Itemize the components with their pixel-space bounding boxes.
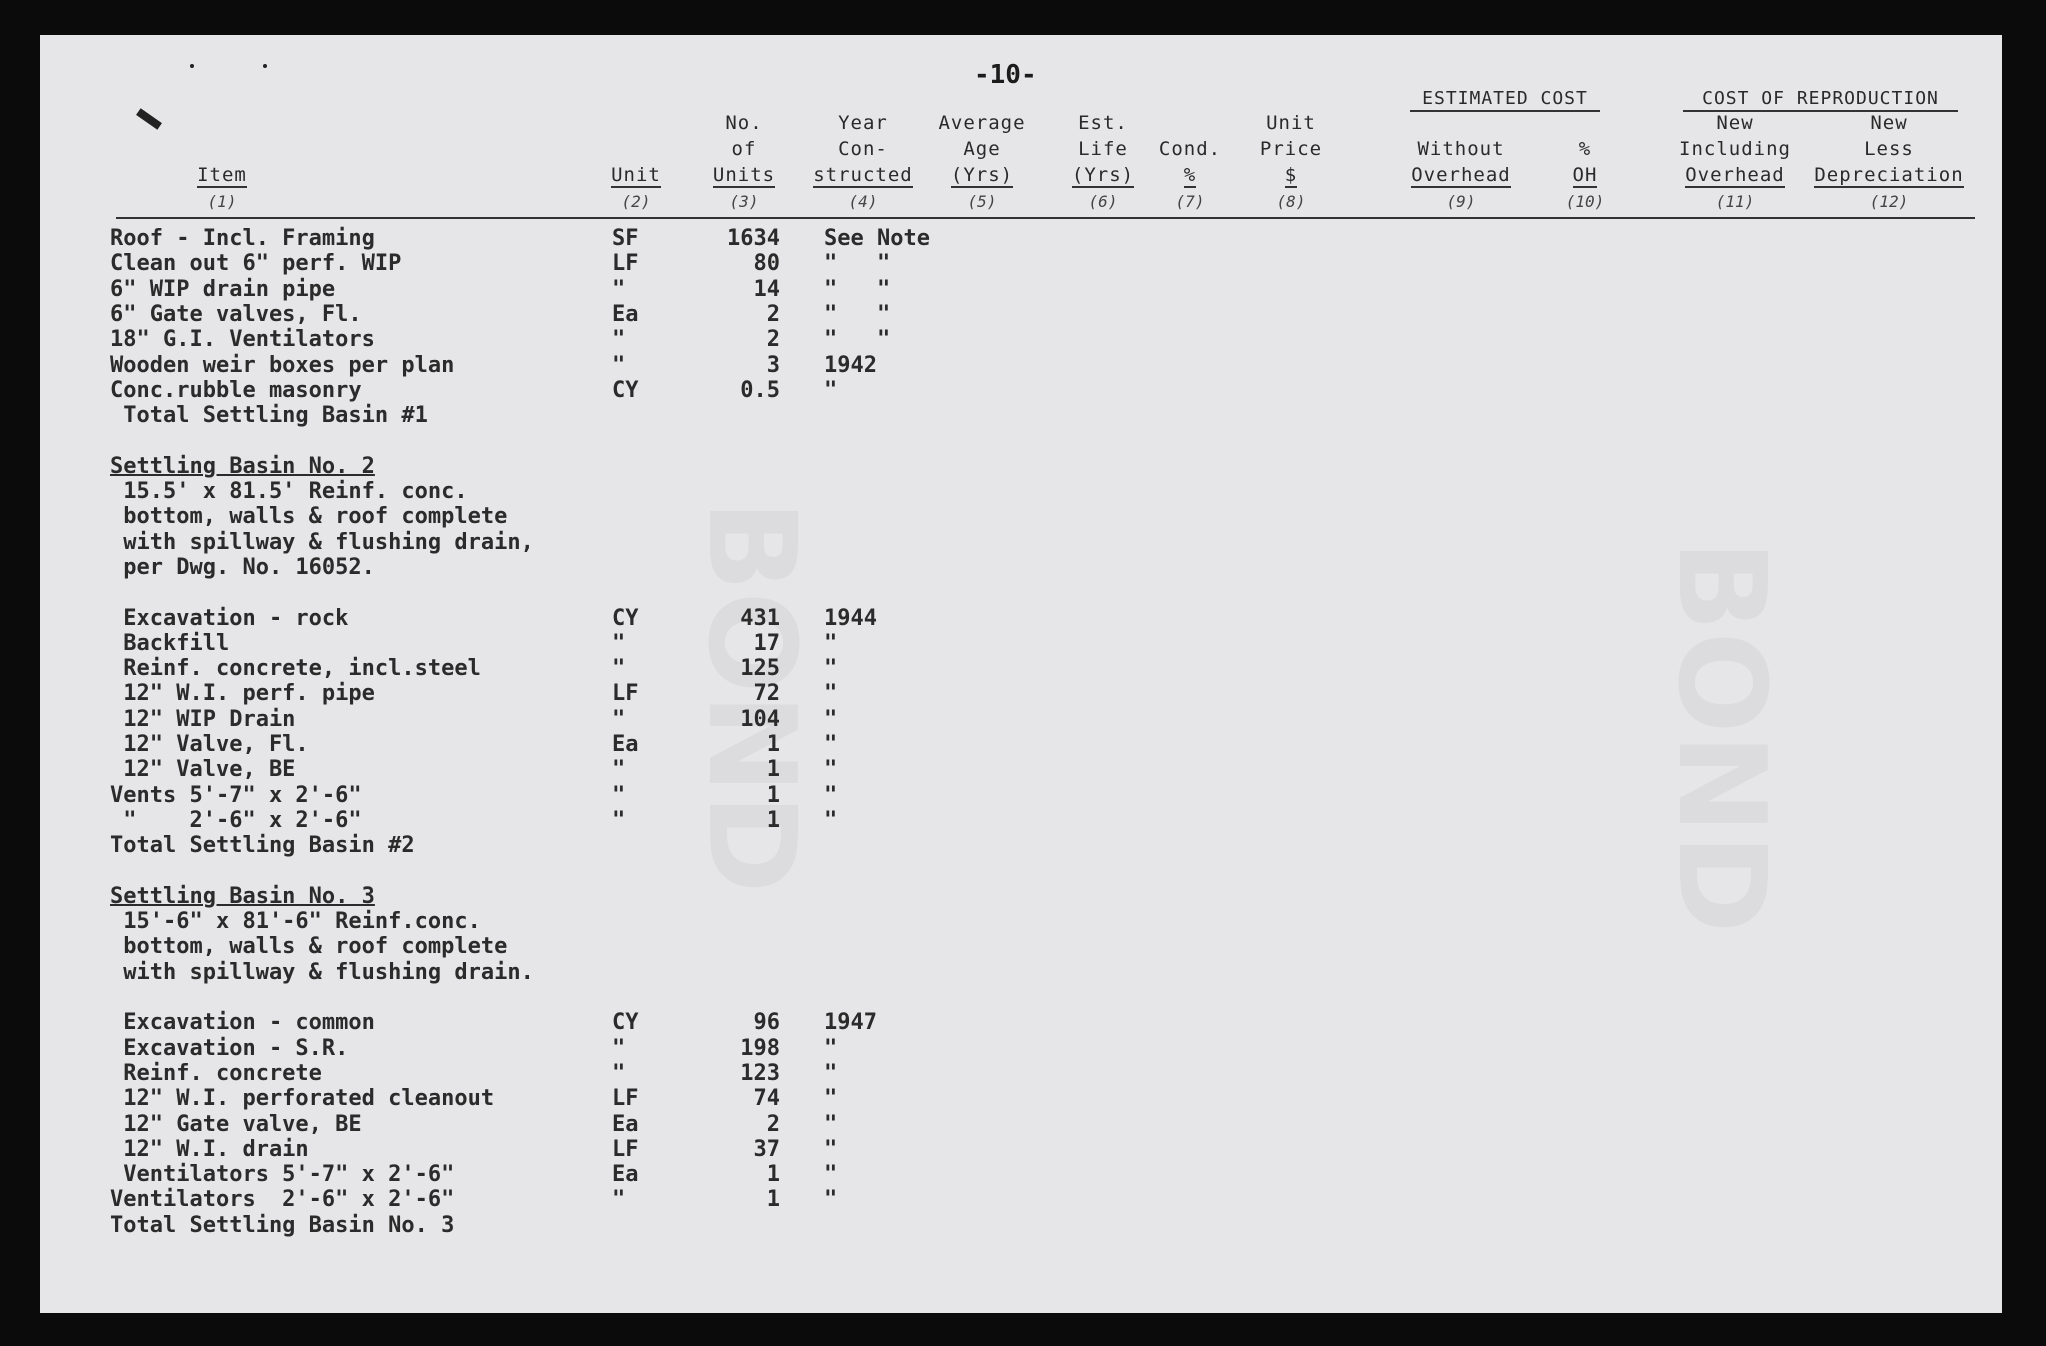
- column-number: (3): [729, 192, 759, 211]
- column-header-line: Unit: [1266, 112, 1316, 134]
- row-unit: SF: [612, 226, 639, 251]
- row-item: 12" Valve, Fl.: [110, 732, 309, 757]
- row-units: 14: [753, 276, 780, 302]
- column-header-line: No.: [725, 112, 763, 134]
- row-units: 123: [740, 1060, 780, 1086]
- row-units: 1634: [727, 226, 780, 251]
- row-item: 12" WIP Drain: [110, 706, 296, 732]
- column-header-line: Age: [963, 138, 1001, 160]
- row-unit: ": [612, 276, 626, 302]
- row-item: 12" Gate valve, BE: [110, 1111, 362, 1137]
- column-header-line: Cond.: [1158, 138, 1222, 160]
- row-item: 12" W.I. perforated cleanout: [110, 1086, 495, 1112]
- row-item: Total Settling Basin #2: [110, 833, 415, 859]
- row-item: " 2'-6" x 2'-6": [110, 807, 362, 833]
- column-header-line: Average: [938, 112, 1026, 134]
- row-item: bottom, walls & roof complete: [110, 934, 508, 960]
- row-units: 198: [740, 1035, 780, 1061]
- column-header-line: Con-: [838, 138, 888, 160]
- column-header-line: %: [1578, 138, 1592, 160]
- row-item: Total Settling Basin No. 3: [110, 1212, 455, 1238]
- row-item: 6" WIP drain pipe: [110, 276, 336, 302]
- row-unit: ": [612, 757, 626, 783]
- row-year: ": [824, 732, 838, 757]
- column-header-line: Overhead: [1411, 164, 1511, 186]
- column-header-line: structed: [813, 164, 913, 186]
- row-item: 18" G.I. Ventilators: [110, 327, 375, 353]
- row-units: 2: [766, 327, 780, 353]
- row-unit: CY: [612, 1010, 639, 1036]
- row-unit: ": [612, 807, 626, 833]
- row-year: ": [824, 656, 838, 682]
- column-number: (11): [1715, 192, 1755, 211]
- column-header-line: (Yrs): [950, 164, 1014, 186]
- row-item: 6" Gate valves, Fl.: [110, 301, 362, 327]
- row-units: 72: [753, 681, 780, 707]
- row-units: 2: [766, 1111, 780, 1137]
- row-year: " ": [824, 251, 891, 277]
- column-header-line: Depreciation: [1814, 164, 1964, 186]
- row-year: ": [824, 1136, 838, 1162]
- column-header: [606, 110, 666, 188]
- column-number: (6): [1088, 192, 1118, 211]
- row-unit: ": [612, 327, 626, 353]
- group-header-estimated-cost: ESTIMATED COST: [1410, 88, 1600, 112]
- row-item: Excavation - common: [110, 1010, 375, 1036]
- row-unit: ": [612, 706, 626, 732]
- row-units: 2: [766, 301, 780, 327]
- row-item: per Dwg. No. 16052.: [110, 554, 375, 580]
- row-unit: ": [612, 630, 626, 656]
- row-unit: LF: [612, 1086, 639, 1112]
- row-year: ": [824, 1187, 838, 1213]
- row-item: Wooden weir boxes per plan: [110, 352, 455, 378]
- row-unit: LF: [612, 1136, 639, 1162]
- row-unit: ": [612, 782, 626, 808]
- page-number: -10-: [974, 60, 1037, 90]
- row-units: 0.5: [740, 377, 780, 403]
- column-header: [162, 110, 282, 188]
- row-year: ": [824, 757, 838, 783]
- column-header-line: Overhead: [1685, 164, 1785, 186]
- column-header: [1155, 110, 1225, 188]
- row-units: 37: [753, 1136, 780, 1162]
- column-number: (2): [621, 192, 651, 211]
- row-item: 12" W.I. drain: [110, 1136, 309, 1162]
- column-header-line: Item: [197, 164, 247, 186]
- row-year: ": [824, 630, 838, 656]
- row-year: ": [824, 1162, 838, 1188]
- row-year: " ": [824, 327, 891, 353]
- column-header-line: Unit: [611, 164, 661, 186]
- row-year: 1942: [824, 352, 877, 378]
- column-header: [709, 110, 779, 188]
- row-unit: Ea: [612, 301, 639, 327]
- column-number: (9): [1446, 192, 1476, 211]
- column-header: [1560, 110, 1610, 188]
- row-units: 80: [753, 251, 780, 277]
- row-units: 1: [766, 732, 780, 757]
- row-year: ": [824, 1035, 838, 1061]
- column-header: [932, 110, 1032, 188]
- speck: [190, 64, 194, 68]
- row-units: 1: [766, 1162, 780, 1188]
- row-item: Vents 5'-7" x 2'-6": [110, 782, 362, 808]
- column-header-line: Units: [712, 164, 776, 186]
- row-unit: ": [612, 352, 626, 378]
- header-rule: [116, 217, 1975, 219]
- row-unit: CY: [612, 605, 639, 631]
- row-item: Ventilators 5'-7" x 2'-6": [110, 1162, 455, 1188]
- row-item: Reinf. concrete: [110, 1060, 322, 1086]
- row-year: ": [824, 706, 838, 732]
- row-units: 431: [740, 605, 780, 631]
- row-item: Roof - Incl. Framing: [110, 226, 375, 251]
- column-header-line: (Yrs): [1071, 164, 1135, 186]
- row-item: Backfill: [110, 630, 230, 656]
- row-item: Settling Basin No. 2: [110, 453, 375, 479]
- row-units: 125: [740, 656, 780, 682]
- row-item: Clean out 6" perf. WIP: [110, 251, 402, 277]
- row-year: ": [824, 782, 838, 808]
- row-year: ": [824, 377, 838, 403]
- row-item: Total Settling Basin #1: [110, 403, 428, 429]
- row-year: 1947: [824, 1010, 877, 1036]
- row-item: 12" W.I. perf. pipe: [110, 681, 375, 707]
- column-header-line: Less: [1864, 138, 1914, 160]
- column-number: (1): [207, 192, 237, 211]
- row-unit: LF: [612, 251, 639, 277]
- row-year: 1944: [824, 605, 877, 631]
- row-units: 1: [766, 807, 780, 833]
- column-header: [1068, 110, 1138, 188]
- row-units: 96: [753, 1010, 780, 1036]
- column-header-line: Price: [1259, 138, 1323, 160]
- row-item: 12" Valve, BE: [110, 757, 296, 783]
- row-unit: LF: [612, 681, 639, 707]
- column-header-line: Without: [1417, 138, 1505, 160]
- row-year: " ": [824, 276, 891, 302]
- column-number: (12): [1869, 192, 1909, 211]
- row-units: 104: [740, 706, 780, 732]
- row-item: Ventilators 2'-6" x 2'-6": [110, 1187, 455, 1213]
- column-number: (7): [1175, 192, 1205, 211]
- row-item: Reinf. concrete, incl.steel: [110, 656, 481, 682]
- row-item: Settling Basin No. 3: [110, 883, 375, 909]
- row-units: 74: [753, 1086, 780, 1112]
- column-number: (10): [1565, 192, 1605, 211]
- column-header-line: $: [1284, 164, 1298, 186]
- column-header-line: New: [1870, 112, 1908, 134]
- row-units: 1: [766, 757, 780, 783]
- row-item: with spillway & flushing drain.: [110, 959, 534, 985]
- column-header-line: Including: [1679, 138, 1791, 160]
- row-units: 17: [753, 630, 780, 656]
- column-header-line: New: [1716, 112, 1754, 134]
- row-unit: ": [612, 1035, 626, 1061]
- column-header-line: %: [1183, 164, 1197, 186]
- row-item: 15'-6" x 81'-6" Reinf.conc.: [110, 909, 481, 935]
- row-units: 3: [766, 352, 780, 378]
- row-year: ": [824, 1111, 838, 1137]
- row-item: Conc.rubble masonry: [110, 377, 362, 403]
- row-unit: Ea: [612, 1162, 639, 1188]
- column-header-line: Life: [1078, 138, 1128, 160]
- row-item: Excavation - S.R.: [110, 1035, 349, 1061]
- column-number: (8): [1276, 192, 1306, 211]
- column-header-line: Est.: [1078, 112, 1128, 134]
- row-year: See Note: [824, 226, 930, 251]
- row-unit: ": [612, 656, 626, 682]
- row-year: ": [824, 1060, 838, 1086]
- column-header: [808, 110, 918, 188]
- watermark: [1651, 540, 1790, 934]
- column-header: [1251, 110, 1331, 188]
- row-unit: ": [612, 1187, 626, 1213]
- column-header: [1809, 110, 1969, 188]
- row-item: bottom, walls & roof complete: [110, 504, 508, 530]
- row-year: " ": [824, 301, 891, 327]
- column-header-line: of: [731, 138, 757, 160]
- group-header-cost-of-reproduction: COST OF REPRODUCTION: [1683, 88, 1958, 112]
- column-number: (4): [848, 192, 878, 211]
- row-units: 1: [766, 782, 780, 808]
- row-unit: ": [612, 1060, 626, 1086]
- row-unit: Ea: [612, 1111, 639, 1137]
- row-year: ": [824, 681, 838, 707]
- column-header: [1396, 110, 1526, 188]
- column-header-line: Year: [838, 112, 888, 134]
- speck: [263, 64, 267, 68]
- row-item: 15.5' x 81.5' Reinf. conc.: [110, 479, 468, 504]
- row-unit: CY: [612, 377, 639, 403]
- row-unit: Ea: [612, 732, 639, 757]
- row-year: ": [824, 807, 838, 833]
- row-units: 1: [766, 1187, 780, 1213]
- column-number: (5): [967, 192, 997, 211]
- column-header: [1670, 110, 1800, 188]
- row-year: ": [824, 1086, 838, 1112]
- column-header-line: OH: [1572, 164, 1598, 186]
- row-item: with spillway & flushing drain,: [110, 529, 534, 555]
- row-item: Excavation - rock: [110, 605, 349, 631]
